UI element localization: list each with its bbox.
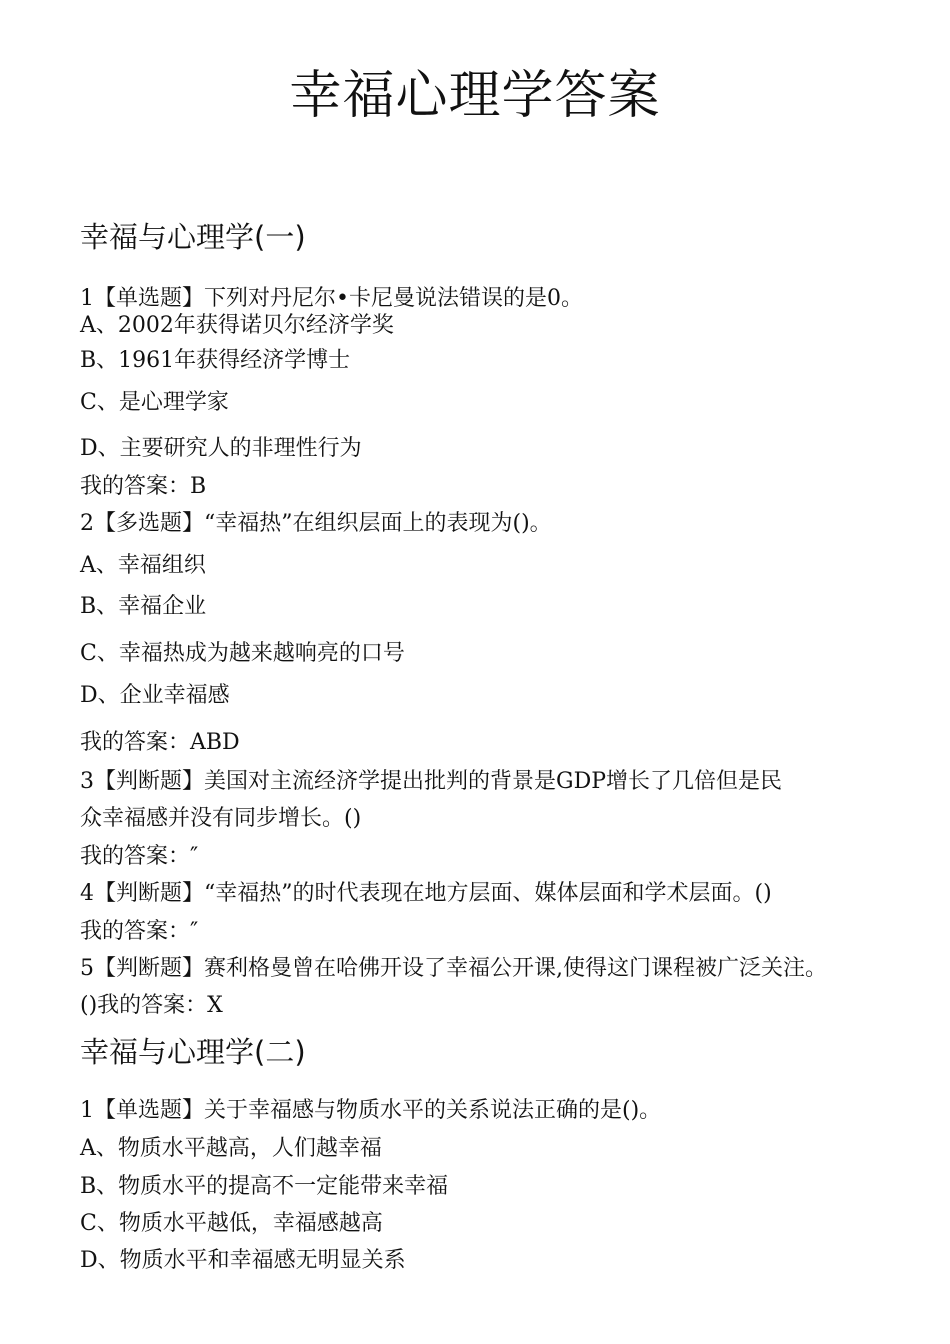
option-2-1-a: A、物质水平越高，人们越幸福 [80,1136,382,1161]
option-1-1-c: C、是心理学家 [80,390,229,415]
section-heading-1: 幸福与心理学(一) [80,220,306,254]
question-1-1: 1【单选题】下列对丹尼尔•卡尼曼说法错误的是0。 [80,286,583,311]
option-1-2-d: D、企业幸福感 [80,683,230,708]
answer-1-5: ()我的答案：X [80,993,223,1018]
answer-1-3: 我的答案：″ [80,844,199,869]
answer-1-1: 我的答案：B [80,474,207,499]
answer-1-2: 我的答案：ABD [80,730,240,755]
option-1-2-b: B、幸福企业 [80,594,207,619]
question-1-2: 2【多选题】“幸福热”在组织层面上的表现为()。 [80,511,552,536]
option-1-1-b: B、1961年获得经济学博士 [80,348,351,373]
option-1-1-d: D、主要研究人的非理性行为 [80,436,362,461]
answer-1-4: 我的答案：″ [80,919,199,944]
option-2-1-c: C、物质水平越低，幸福感越高 [80,1211,383,1236]
question-1-3-line-1: 3【判断题】美国对主流经济学提出批判的背景是GDP增长了几倍但是民 [80,769,783,794]
question-1-3-line-2: 众幸福感并没有同步增长。() [80,806,362,831]
question-1-5: 5【判断题】赛利格曼曾在哈佛开设了幸福公开课,使得这门课程被广泛关注。 [80,956,827,981]
section-heading-2: 幸福与心理学(二) [80,1035,306,1069]
question-2-1: 1【单选题】关于幸福感与物质水平的关系说法正确的是()。 [80,1098,662,1123]
option-1-1-a: A、2002年获得诺贝尔经济学奖 [80,313,394,338]
option-2-1-d: D、物质水平和幸福感无明显关系 [80,1248,406,1273]
option-2-1-b: B、物质水平的提高不一定能带来幸福 [80,1174,449,1199]
option-1-2-a: A、幸福组织 [80,553,206,578]
question-1-4: 4【判断题】“幸福热”的时代表现在地方层面、媒体层面和学术层面。() [80,881,772,906]
document-title: 幸福心理学答案 [289,66,661,126]
option-1-2-c: C、幸福热成为越来越响亮的口号 [80,641,405,666]
